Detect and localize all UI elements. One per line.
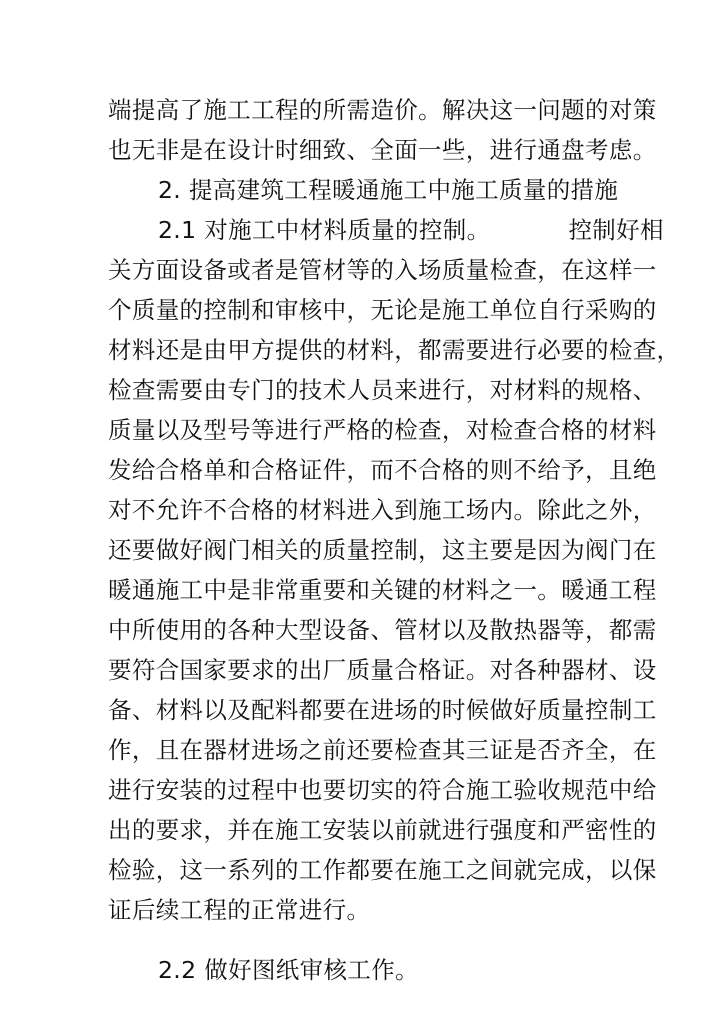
subsection-heading: 2.1 对施工中材料质量的控制。	[158, 216, 491, 244]
subsection-heading: 2.2 做好图纸审核工作。	[158, 956, 419, 984]
paragraph-line: 进行安装的过程中也要切实的符合施工验收规范中给	[108, 776, 657, 804]
paragraph-line: 关方面设备或者是管材等的入场质量检查，在这样一	[108, 256, 657, 284]
paragraph-line: 对不允许不合格的材料进入到施工场内。除此之外，	[108, 496, 657, 524]
section-heading: 2. 提高建筑工程暖通施工中施工质量的措施	[158, 176, 619, 204]
paragraph-line: 质量以及型号等进行严格的检查，对检查合格的材料	[108, 416, 657, 444]
paragraph-line: 也无非是在设计时细致、全面一些，进行通盘考虑。	[108, 136, 657, 164]
paragraph-line: 个质量的控制和审核中，无论是施工单位自行采购的	[108, 296, 657, 324]
paragraph-line: 发给合格单和合格证件，而不合格的则不给予，且绝	[108, 456, 657, 484]
paragraph-line: 暖通施工中是非常重要和关键的材料之一。暖通工程	[108, 576, 657, 604]
paragraph-line: 材料还是由甲方提供的材料，都需要进行必要的检查，	[108, 336, 681, 364]
paragraph-line: 备、材料以及配料都要在进场的时候做好质量控制工	[108, 696, 657, 724]
paragraph-start: 控制好相	[568, 216, 664, 244]
subsection-heading-line	[158, 210, 718, 250]
paragraph-line: 出的要求，并在施工安装以前就进行强度和严密性的	[108, 816, 657, 844]
paragraph-line: 中所使用的各种大型设备、管材以及散热器等，都需	[108, 616, 657, 644]
paragraph-line: 还要做好阀门相关的质量控制，这主要是因为阀门在	[108, 536, 657, 564]
paragraph-line: 作，且在器材进场之前还要检查其三证是否齐全，在	[108, 736, 657, 764]
paragraph-line: 要符合国家要求的出厂质量合格证。对各种器材、设	[108, 656, 657, 684]
paragraph-line: 检查需要由专门的技术人员来进行，对材料的规格、	[108, 376, 657, 404]
paragraph-line: 证后续工程的正常进行。	[108, 896, 371, 924]
paragraph-line: 检验，这一系列的工作都要在施工之间就完成，以保	[108, 856, 657, 884]
paragraph-line: 端提高了施工工程的所需造价。解决这一问题的对策	[108, 96, 657, 124]
